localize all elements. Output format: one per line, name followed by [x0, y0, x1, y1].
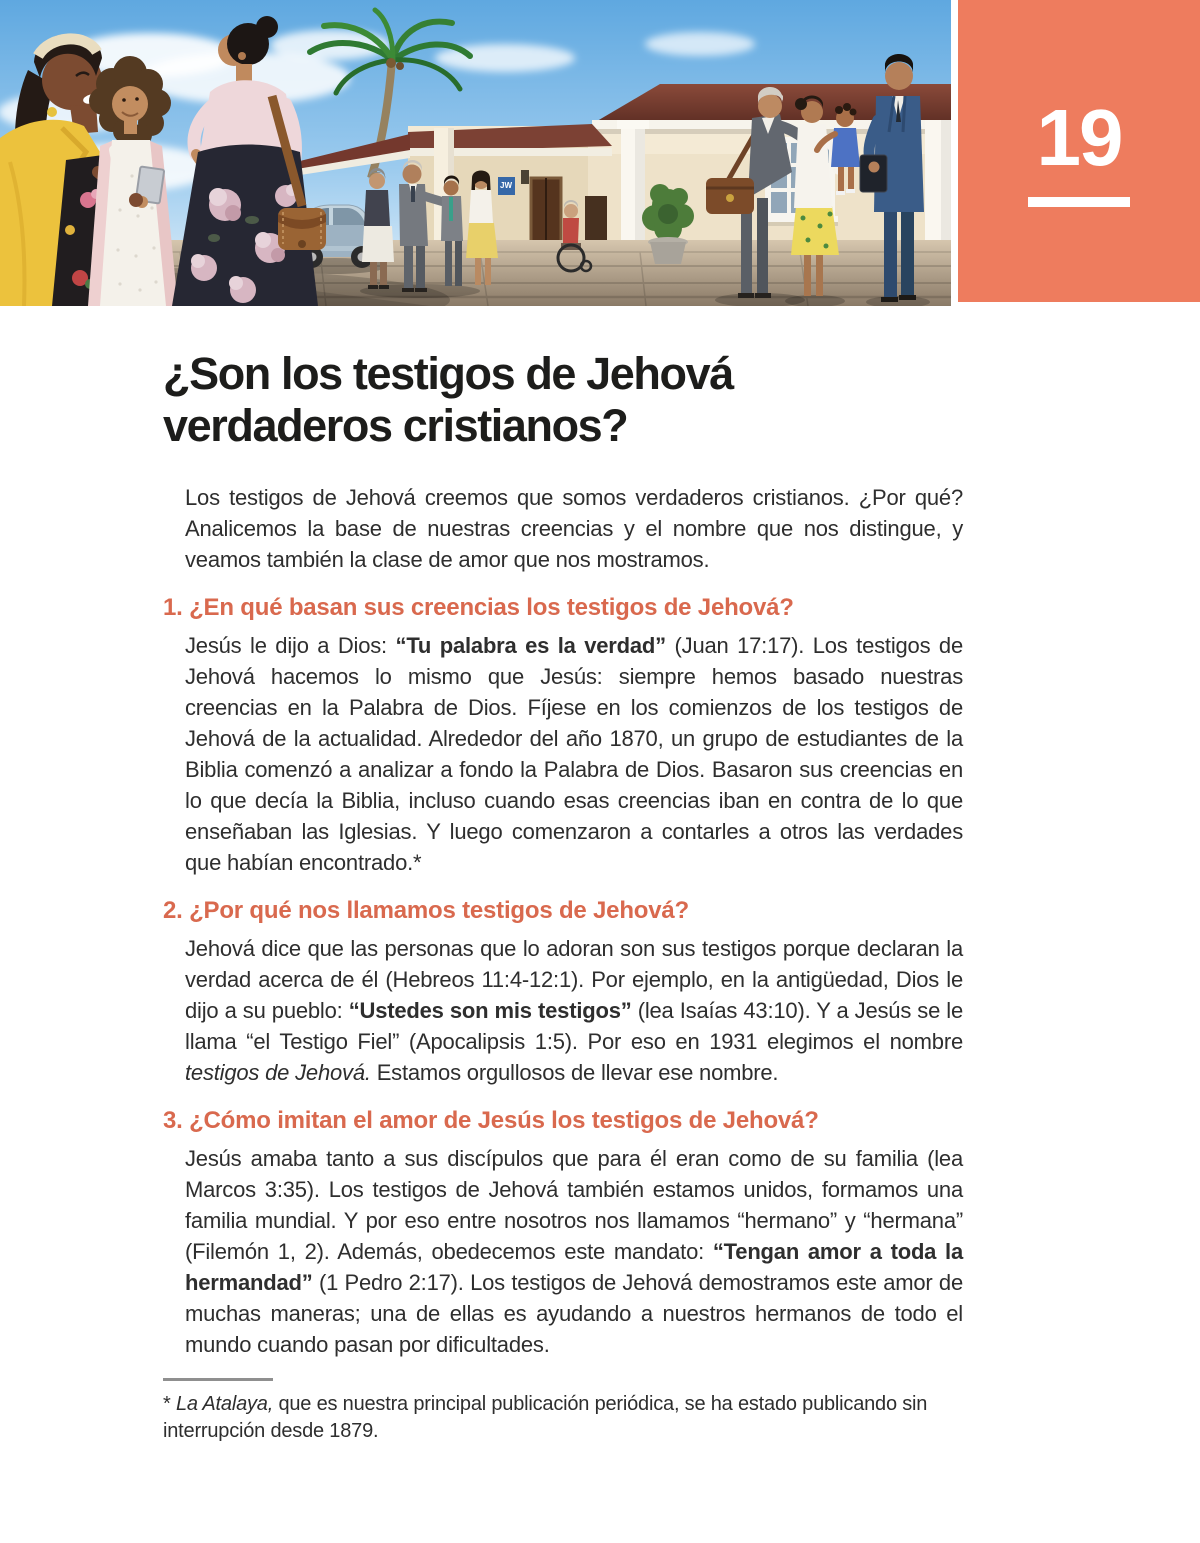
page-title: ¿Son los testigos de Jehová verdaderos cristianos? — [163, 348, 733, 451]
footnote-rule — [163, 1378, 273, 1381]
jw-sign-text: JW — [500, 181, 512, 190]
wall-lamp — [521, 170, 529, 184]
hero-photo — [0, 0, 951, 306]
section-3-heading: 3. ¿Cómo imitan el amor de Jesús los testigos de Jehová? — [163, 1107, 819, 1134]
section-3-paragraph: Jesús amaba tanto a sus discípulos que para él eran como de su familia (lea Marcos 3:35). Los testigos de Jehová también estamos unidos, formamos una familia mundial. Y por eso entre nosotros nos llamamos “hermano” y “hermana” (Filemón 1, 2). Además, obedecemos este mandato: “Tengan amor a toda la hermandad” (1 Pedro 2:17). Los testigos de Jehová demostramos este amor de muchas maneras; una de ellas es ayudando a nuestros hermanos de todo el mundo cuando pasan por dificultades. — [185, 1146, 963, 1357]
jw-sign — [498, 177, 515, 195]
hero — [0, 0, 1200, 306]
footnote — [163, 1378, 968, 1445]
chapter-number-badge — [958, 0, 1200, 302]
section-2 — [163, 896, 968, 1088]
article — [163, 306, 968, 1445]
section-1 — [163, 593, 968, 878]
section-1-paragraph: Jesús le dijo a Dios: “Tu palabra es la verdad” (Juan 17:17). Los testigos de Jehová hacemos lo mismo que Jesús: siempre hemos basado nuestras creencias en la Palabra de Dios. Fíjese en los comienzos de los testigos de Jehová de la actualidad. Alrededor del año 1870, un grupo de estudiantes de la Biblia comenzó a analizar a fondo la Palabra de Dios. Basaron sus creencias en lo que decía la Biblia, incluso cuando esas creencias iban en contra de lo que enseñaban las Iglesias. Y luego comenzaron a contarles a otros las verdades que habían encontrado.* — [185, 633, 963, 875]
intro-paragraph: Los testigos de Jehová creemos que somos verdaderos cristianos. ¿Por qué? Analicemos la base de nuestras creencias y el nombre que nos distingue, y veamos también la clase de amor que nos mostramos. — [185, 485, 963, 572]
leather-bag — [278, 208, 326, 250]
chapter-number: 19 — [1036, 93, 1122, 182]
section-2-heading: 2. ¿Por qué nos llamamos testigos de Jehová? — [163, 897, 690, 924]
footnote-text: * La Atalaya, que es nuestra principal publicación periódica, se ha estado publicando sin interrupción desde 1879. — [163, 1393, 928, 1442]
chapter-number-underline — [1028, 197, 1130, 207]
section-1-heading: 1. ¿En qué basan sus creencias los testigos de Jehová? — [163, 594, 794, 621]
woman-white-dress — [88, 56, 178, 306]
section-2-paragraph: Jehová dice que las personas que lo adoran son sus testigos porque declaran la verdad acerca de él (Hebreos 11:4-12:1). Por ejemplo, en la antigüedad, Dios le dijo a su pueblo: “Ustedes son mis testigos” (lea Isaías 43:10). Y a Jesús se le llama “el Testigo Fiel” (Apocalipsis 1:5). Por eso en 1931 elegimos el nombre testigos de Jehová. Estamos orgullosos de llevar ese nombre. — [185, 936, 963, 1085]
section-3 — [163, 1106, 968, 1360]
